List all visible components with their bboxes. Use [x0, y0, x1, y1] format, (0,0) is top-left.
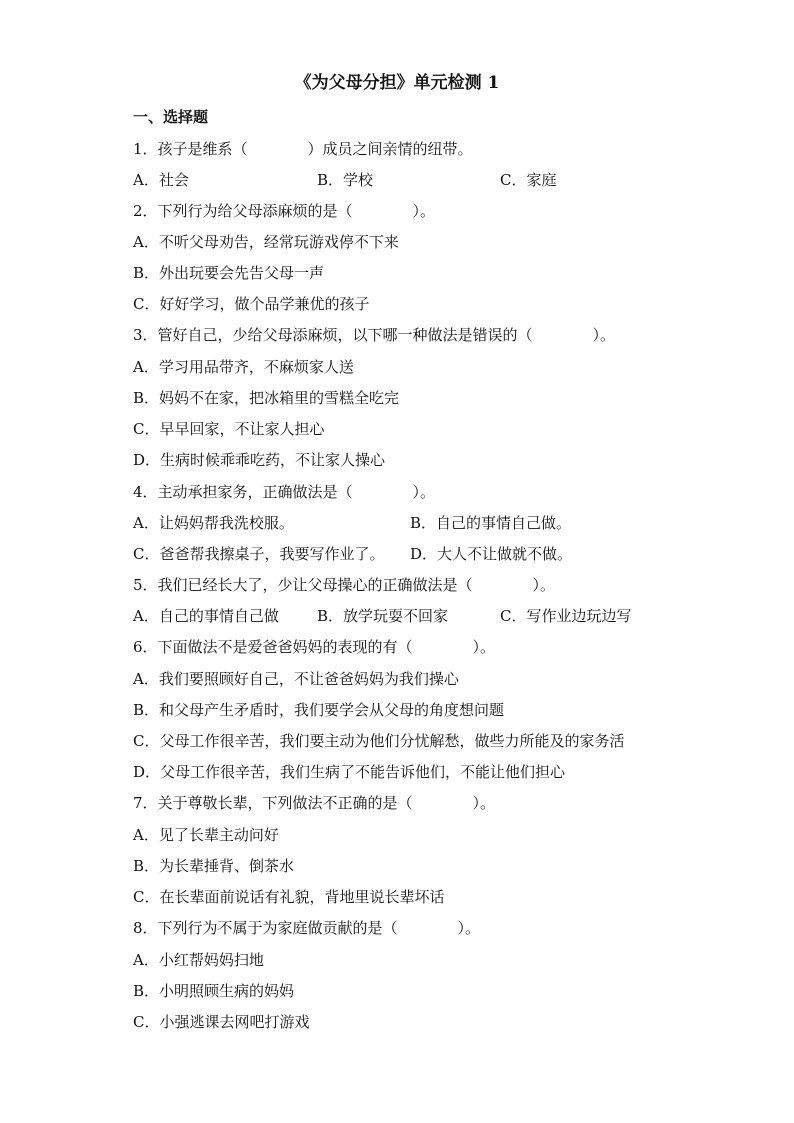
question-1-option-c: C．家庭 — [500, 171, 557, 189]
question-2-option-a: A．不听父母劝告，经常玩游戏停不下来 — [133, 233, 399, 251]
question-4-option-a: A．让妈妈帮我洗校服。 — [133, 514, 294, 532]
question-6-option-b: B．和父母产生矛盾时，我们要学会从父母的角度想问题 — [133, 701, 505, 719]
question-6-option-a: A．我们要照顾好自己，不让爸爸妈妈为我们操心 — [133, 670, 459, 688]
question-8-option-c: C．小强逃课去网吧打游戏 — [133, 1013, 310, 1031]
question-3-option-d: D．生病时候乖乖吃药，不让家人操心 — [133, 451, 386, 469]
question-5-option-a: A．自己的事情自己做 — [133, 607, 279, 625]
question-1-stem: 1．孩子是维系（ ）成员之间亲情的纽带。 — [133, 140, 473, 158]
question-2-stem: 2．下列行为给父母添麻烦的是（ ）。 — [133, 202, 436, 220]
question-3-option-a: A．学习用品带齐，不麻烦家人送 — [133, 358, 354, 376]
question-7-option-c: C．在长辈面前说话有礼貌，背地里说长辈坏话 — [133, 888, 445, 906]
question-5-option-c: C．写作业边玩边写 — [500, 607, 632, 625]
question-7-stem: 7．关于尊敬长辈，下列做法不正确的是（ ）。 — [133, 794, 496, 812]
question-4-option-d: D．大人不让做就不做。 — [410, 545, 573, 563]
question-4-option-b: B．自己的事情自己做。 — [410, 514, 572, 532]
question-1-option-b: B．学校 — [317, 171, 374, 189]
question-6-option-c: C．父母工作很辛苦，我们要主动为他们分忧解愁，做些力所能及的家务活 — [133, 732, 625, 750]
question-8-option-b: B．小明照顾生病的妈妈 — [133, 982, 295, 1000]
section-heading: 一、选择题 — [133, 108, 209, 126]
question-3-option-b: B．妈妈不在家，把冰箱里的雪糕全吃完 — [133, 389, 400, 407]
question-7-option-a: A．见了长辈主动问好 — [133, 826, 279, 844]
question-3-option-c: C．早早回家，不让家人担心 — [133, 420, 325, 438]
document-title: 《为父母分担》单元检测 1 — [294, 73, 500, 93]
question-4-stem: 4．主动承担家务，正确做法是（ ）。 — [133, 483, 436, 501]
question-2-option-c: C．好好学习，做个品学兼优的孩子 — [133, 295, 370, 313]
question-6-option-d: D．父母工作很辛苦，我们生病了不能告诉他们，不能让他们担心 — [133, 763, 566, 781]
question-2-option-b: B．外出玩要会先告父母一声 — [133, 264, 325, 282]
question-1-option-a: A．社会 — [133, 171, 189, 189]
question-7-option-b: B．为长辈捶背、倒茶水 — [133, 857, 295, 875]
question-5-option-b: B．放学玩耍不回家 — [317, 607, 449, 625]
question-6-stem: 6．下面做法不是爱爸爸妈妈的表现的有（ ）。 — [133, 638, 496, 656]
question-8-option-a: A．小红帮妈妈扫地 — [133, 951, 264, 969]
question-5-stem: 5．我们已经长大了，少让父母操心的正确做法是（ ）。 — [133, 576, 556, 594]
question-3-stem: 3．管好自己，少给父母添麻烦，以下哪一种做法是错误的（ ）。 — [133, 326, 616, 344]
question-4-option-c: C．爸爸帮我擦桌子，我要写作业了。 — [133, 545, 385, 563]
question-8-stem: 8．下列行为不属于为家庭做贡献的是（ ）。 — [133, 919, 481, 937]
